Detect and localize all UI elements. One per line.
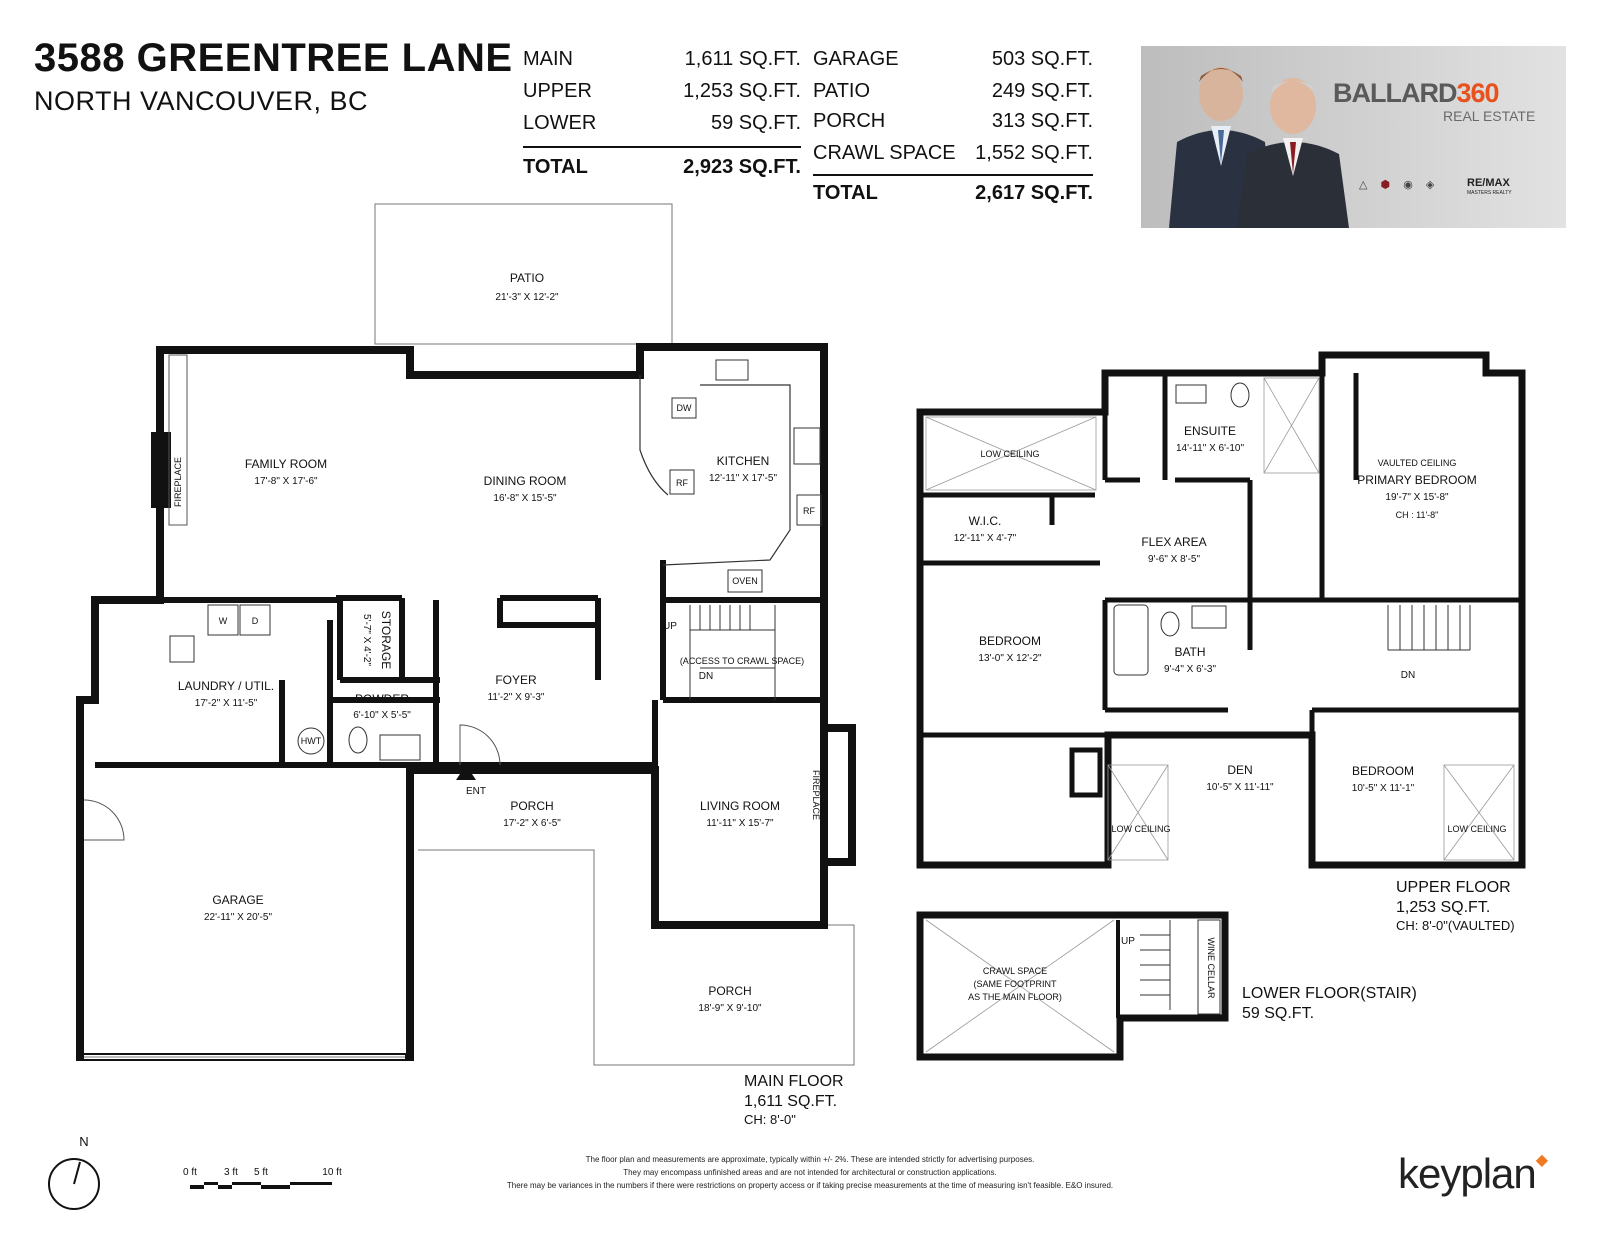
- lower-floor-area: 59 SQ.FT.: [1242, 1005, 1315, 1022]
- room-dim: 21'-3" X 12'-2": [495, 292, 559, 303]
- brand-tagline: REAL ESTATE: [1443, 108, 1536, 124]
- crawl-access-label: (ACCESS TO CRAWL SPACE): [679, 656, 805, 666]
- room-dim: 14'-11" X 6'-10": [1176, 443, 1244, 454]
- dryer-label: D: [251, 616, 259, 626]
- stat-label: PATIO: [813, 80, 871, 102]
- entry-door: [460, 725, 500, 765]
- room-dim: 10'-5" X 11'-1": [1351, 783, 1415, 794]
- shield-icon: ⬢: [1380, 179, 1391, 191]
- main-floor-plan: [80, 204, 854, 1065]
- disclaimer-line: There may be variances in the numbers if there were restrictions on property access or if taking precise measurements at the time of measuring isn't feasible. E&O insured.: [506, 1181, 1114, 1190]
- stat-total-value: 2,923 SQ.FT.: [683, 156, 801, 178]
- room-name: DEN: [1227, 763, 1253, 777]
- keyplan-logo: [1398, 1150, 1547, 1198]
- room-name: W.I.C.: [968, 514, 1002, 528]
- property-address: 3588 GREENTREE LANE: [34, 36, 513, 80]
- dishwasher-label: DW: [676, 403, 692, 413]
- room-dim: 5'-7" X 4'-2": [361, 613, 372, 667]
- wine-cellar-label: WINE CELLAR: [1206, 937, 1216, 999]
- disclaimer-line: They may encompass unfinished areas and are not intended for architectural or construction applications.: [623, 1168, 997, 1177]
- disclaimer-line: The floor plan and measurements are approximate, typically within +/- 2%. These are intended strictly for advertising purposes.: [585, 1155, 1035, 1164]
- upper-floor-caption: UPPER FLOOR: [1396, 879, 1511, 896]
- room-name: KITCHEN: [716, 454, 770, 468]
- room-dim: 17'-8" X 17'-6": [254, 476, 318, 487]
- north-compass: [49, 1134, 99, 1209]
- disclaimer: [380, 1153, 1240, 1192]
- room-name: FAMILY ROOM: [244, 457, 328, 471]
- room-name: LOW CEILING: [980, 449, 1040, 459]
- room-name: FLEX AREA: [1141, 535, 1207, 549]
- toilet-icon: [1231, 383, 1249, 407]
- fridge-label: RF: [803, 506, 815, 516]
- room-name: PRIMARY BEDROOM: [1357, 473, 1477, 487]
- scale-bar: [183, 1167, 342, 1189]
- laundry-sink-icon: [170, 636, 194, 662]
- fireplace-bumpout: [824, 728, 852, 862]
- stat-label: CRAWL SPACE: [813, 142, 956, 164]
- agency-name: RE/MAX: [1467, 177, 1510, 189]
- room-dim: 9'-6" X 8'-5": [1147, 554, 1201, 565]
- fireplace-label: FIREPLACE: [811, 769, 821, 821]
- scale-tick: 0 ft: [183, 1167, 197, 1178]
- scale-tick: 10 ft: [322, 1167, 342, 1178]
- compass-needle-icon: [74, 1162, 80, 1184]
- keyplan-wordmark: keyplan: [1398, 1150, 1536, 1197]
- stat-label: LOWER: [523, 112, 597, 134]
- fridge-label: RF: [676, 478, 688, 488]
- room-dim: 16'-8" X 15'-5": [493, 493, 557, 504]
- room-name: BEDROOM: [978, 634, 1042, 648]
- toilet-icon: [349, 727, 367, 753]
- stat-value: 503 SQ.FT.: [991, 48, 1093, 70]
- property-city: NORTH VANCOUVER, BC: [34, 86, 369, 116]
- stat-value: 1,611 SQ.FT.: [684, 48, 801, 70]
- agency-subtitle: MASTERS REALTY: [1467, 190, 1512, 196]
- stat-total-label: TOTAL: [523, 156, 588, 178]
- room-name: PATIO: [509, 271, 545, 285]
- oven-label: OVEN: [732, 576, 758, 586]
- main-floor-caption: MAIN FLOOR: [744, 1073, 844, 1090]
- upper-floor-labels: [954, 424, 1515, 933]
- stat-label: MAIN: [523, 48, 573, 70]
- sink-icon: [716, 360, 748, 380]
- room-name: DINING ROOM: [483, 474, 567, 488]
- room-dim: 17'-2" X 6'-5": [503, 818, 561, 829]
- stat-label: PORCH: [813, 110, 886, 132]
- vanity-icon: [380, 735, 420, 760]
- upper-floor-area: 1,253 SQ.FT.: [1396, 899, 1491, 916]
- room-name: POWDER: [355, 692, 409, 706]
- stair-up-label: UP: [1121, 936, 1135, 947]
- room-dim: 9'-4" X 6'-3": [1163, 664, 1217, 675]
- lower-floor-plan: [920, 915, 1225, 1057]
- north-label: N: [79, 1134, 89, 1149]
- room-dim: 11'-11" X 15'-7": [706, 818, 774, 829]
- porch-outline: [418, 850, 854, 1065]
- upper-stairs: [1388, 605, 1470, 650]
- room-name: LAUNDRY / UTIL.: [177, 679, 275, 693]
- balloon-icon: ◈: [1425, 179, 1435, 191]
- cooktop-icon: [794, 428, 820, 464]
- room-name: BEDROOM: [1351, 764, 1415, 778]
- fireplace-family-wall: [151, 432, 171, 508]
- stat-label: UPPER: [523, 80, 592, 102]
- badge-icon: ◉: [1403, 179, 1413, 191]
- lower-exterior-walls: [920, 915, 1225, 1057]
- stat-total-value: 2,617 SQ.FT.: [975, 182, 1093, 204]
- badge-icon: △: [1359, 179, 1368, 191]
- room-name: PORCH: [510, 799, 554, 813]
- bathtub-icon: [1114, 605, 1148, 675]
- ceiling-height: CH : 11'-8": [1395, 510, 1439, 520]
- scale-tick: 5 ft: [254, 1167, 268, 1178]
- stat-total-label: TOTAL: [813, 182, 878, 204]
- room-name: GARAGE: [212, 893, 264, 907]
- vanity-icon: [1176, 385, 1206, 403]
- toilet-icon: [1161, 612, 1179, 636]
- lower-floor-labels: [968, 936, 1417, 1022]
- door-swing: [84, 800, 124, 840]
- room-dim: 13'-0" X 12'-2": [978, 653, 1042, 664]
- lower-stairs: [1140, 920, 1170, 1010]
- vanity-icon: [1192, 606, 1226, 628]
- room-name: PORCH: [708, 984, 752, 998]
- room-dim: 18'-9" X 9'-10": [698, 1003, 762, 1014]
- room-name: LOW CEILING: [1111, 824, 1171, 834]
- ceiling-note: VAULTED CEILING: [1377, 458, 1457, 468]
- main-floor-area: 1,611 SQ.FT.: [744, 1093, 838, 1110]
- brand-name-accent: 360: [1456, 78, 1499, 108]
- hwt-label: HWT: [300, 736, 322, 746]
- stair-up-label: UP: [663, 621, 677, 632]
- stat-label: GARAGE: [813, 48, 899, 70]
- main-floor-ch: CH: 8'-0": [744, 1112, 796, 1127]
- room-dim: 19'-7" X 15'-8": [1385, 492, 1449, 503]
- scale-tick: 3 ft: [224, 1167, 238, 1178]
- washer-label: W: [218, 616, 228, 626]
- room-name: LOW CEILING: [1447, 824, 1507, 834]
- stat-value: 1,253 SQ.FT.: [683, 80, 801, 102]
- stat-value: 59 SQ.FT.: [710, 112, 801, 134]
- upper-floor-ch: CH: 8'-0"(VAULTED): [1396, 918, 1515, 933]
- stat-value: 1,552 SQ.FT.: [975, 142, 1093, 164]
- room-dim: 12'-11" X 17'-5": [709, 473, 777, 484]
- stair-down-label: DN: [1400, 670, 1416, 681]
- crawl-label: CRAWL SPACE: [982, 966, 1048, 976]
- room-name: FOYER: [495, 673, 537, 687]
- room-dim: 17'-2" X 11'-5": [194, 698, 258, 709]
- room-dim: 10'-5" X 11'-11": [1206, 782, 1274, 793]
- room-name: BATH: [1174, 645, 1206, 659]
- den-nook: [1072, 750, 1100, 795]
- stat-value: 313 SQ.FT.: [991, 110, 1093, 132]
- entry-label: ENT: [466, 786, 486, 797]
- room-name: LIVING ROOM: [699, 799, 781, 813]
- room-name: STORAGE: [379, 610, 393, 670]
- room-name: ENSUITE: [1183, 424, 1237, 438]
- lower-floor-caption: LOWER FLOOR(STAIR): [1242, 985, 1417, 1002]
- room-dim: 11'-2" X 9'-3": [487, 692, 545, 703]
- keyplan-mark-icon: ◆: [1535, 1152, 1548, 1169]
- brand-name: BALLARD: [1333, 78, 1457, 108]
- stair-down-label: DN: [698, 671, 714, 682]
- kitchen-counter: [640, 375, 790, 565]
- crawl-label: (SAME FOOTPRINT: [973, 979, 1057, 989]
- room-dim: 22'-11" X 20'-5": [204, 912, 272, 923]
- stat-value: 249 SQ.FT.: [991, 80, 1093, 102]
- fireplace-label: FIREPLACE: [173, 456, 183, 508]
- main-stairs: [690, 605, 775, 700]
- room-dim: 12'-11" X 4'-7": [953, 533, 1017, 544]
- room-dim: 6'-10" X 5'-5": [353, 710, 411, 721]
- crawl-label: AS THE MAIN FLOOR): [968, 992, 1062, 1002]
